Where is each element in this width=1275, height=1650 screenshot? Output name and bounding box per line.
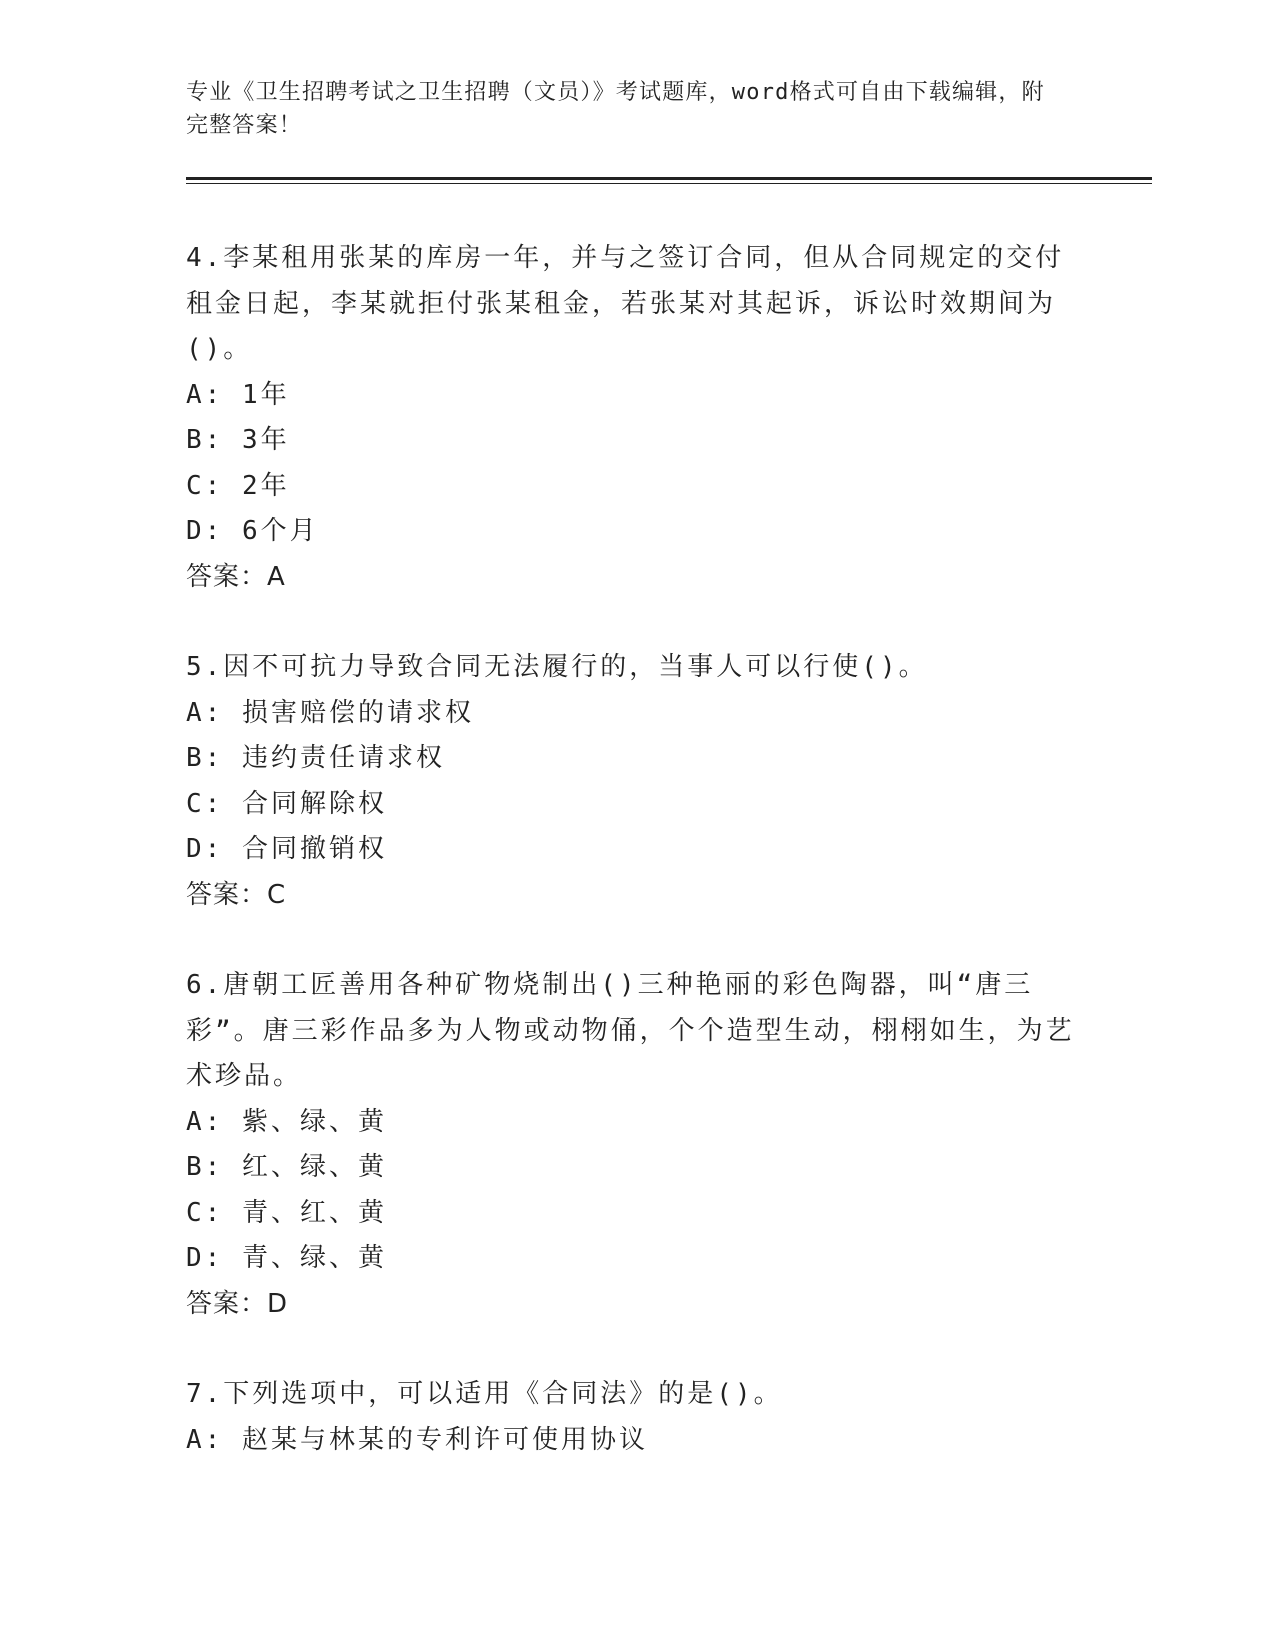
option-a: A: 1年 — [186, 379, 290, 410]
option-d: D: 6个月 — [186, 516, 319, 546]
answer-label: 答案：D — [186, 1288, 289, 1319]
header-divider-thick — [186, 177, 1152, 180]
option-a: A: 损害赔偿的请求权 — [186, 697, 474, 728]
option-c: C: 2年 — [186, 470, 290, 501]
answer-label: 答案：C — [186, 879, 287, 910]
option-c: C: 青、红、黄 — [186, 1197, 387, 1228]
option-d: D: 青、绿、黄 — [186, 1243, 387, 1273]
option-b: B: 3年 — [186, 425, 290, 455]
option-a: A: 紫、绿、黄 — [186, 1106, 387, 1137]
question-stem: 4.李某租用张某的库房一年，并与之签订合同，但从合同规定的交付租金日起，李某就拒付张某租金，若张某对其起诉，诉讼时效期间为()。 — [186, 243, 1065, 364]
question-4 — [186, 236, 1086, 600]
option-b: B: 违约责任请求权 — [186, 743, 445, 773]
option-b: B: 红、绿、黄 — [186, 1152, 387, 1182]
document-header: 专业《卫生招聘考试之卫生招聘（文员）》考试题库，word格式可自由下载编辑，附完整答案！ — [186, 80, 1045, 138]
question-stem: 6.唐朝工匠善用各种矿物烧制出()三种艳丽的彩色陶器，叫“唐三彩”。唐三彩作品多为人物或动物俑，个个造型生动，栩栩如生，为艺术珍品。 — [186, 970, 1075, 1091]
question-list — [186, 236, 1086, 1508]
option-a: A: 赵某与林某的专利许可使用协议 — [186, 1424, 648, 1455]
question-stem: 5.因不可抗力导致合同无法履行的，当事人可以行使()。 — [186, 652, 928, 682]
answer-label: 答案：A — [186, 561, 286, 592]
question-stem: 7.下列选项中，可以适用《合同法》的是()。 — [186, 1379, 783, 1409]
question-6 — [186, 963, 1086, 1327]
question-5 — [186, 645, 1086, 918]
option-d: D: 合同撤销权 — [186, 834, 387, 864]
option-c: C: 合同解除权 — [186, 788, 387, 819]
question-7 — [186, 1372, 1086, 1463]
header-divider-thin — [186, 183, 1152, 184]
